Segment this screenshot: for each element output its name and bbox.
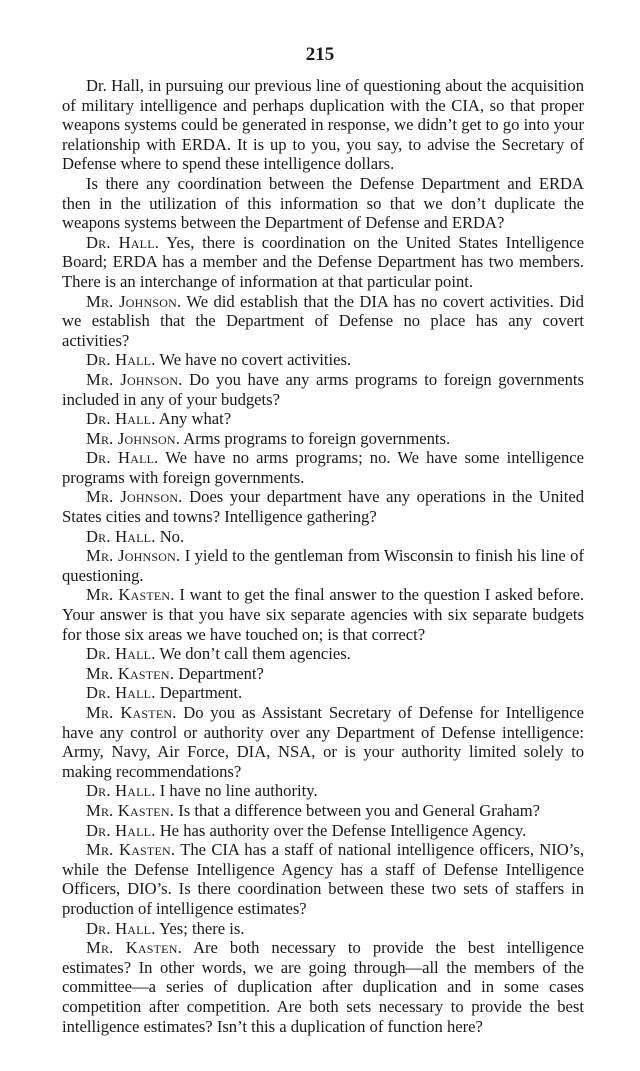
speaker-name: Mr. Johnson. (86, 369, 183, 389)
transcript-paragraph (62, 292, 584, 351)
transcript-paragraph (62, 370, 584, 409)
paragraph-text: I have no line authority. (155, 781, 318, 801)
paragraph-text: We did establish that the DIA has no covert activities. Did we establish that the Department of Defense no place has any covert activities? (62, 291, 584, 350)
paragraph-text: I want to get the final answer to the question I asked before. Your answer is that you have six separate agencies with six separate budgets for those six areas we have touched on; is that correct? (62, 585, 584, 644)
transcript-paragraph (62, 585, 584, 644)
paragraph-text: Do you have any arms programs to foreign governments included in any of your budgets? (62, 369, 584, 409)
speaker-name: Mr. Kasten. (86, 800, 175, 820)
speaker-name: Dr. Hall. (86, 526, 156, 546)
transcript-paragraph (62, 527, 584, 547)
speaker-name: Dr. Hall. (86, 409, 156, 429)
transcript-paragraph (62, 429, 584, 449)
speaker-name: Mr. Johnson. (86, 546, 181, 566)
transcript-paragraph (62, 703, 584, 781)
paragraph-text: I yield to the gentleman from Wisconsin to finish his line of questioning. (62, 546, 584, 585)
transcript-paragraph (62, 919, 584, 939)
paragraph-text: Dr. Hall, in pursuing our previous line of questioning about the acquisition of military intelligence and perhaps duplication with the CIA, so that proper weapons systems could be generated in response, we didn’t get to go into your relationship with ERDA. It is up to you, you say, to advise the Secretary of Defense where to spend these intelligence dollars. (62, 76, 584, 174)
transcript-paragraph (62, 644, 584, 664)
paragraph-text: Any what? (155, 409, 232, 429)
speaker-name: Dr. Hall. (86, 350, 156, 370)
transcript-paragraph (62, 840, 584, 918)
paragraph-text: Yes; there is. (155, 918, 245, 938)
speaker-name: Mr. Kasten. (86, 663, 175, 683)
speaker-name: Mr. Kasten. (86, 840, 176, 860)
transcript-paragraph (62, 781, 584, 801)
paragraph-text: Do you as Assistant Secretary of Defense for Intelligence have any control or authority over any Department of Defense intelligence: Army, Navy, Air Force, DIA, NSA, or is your authority limited solely to making recommendations? (62, 703, 584, 781)
paragraph-text: We have no arms programs; no. We have some intelligence programs with foreign governments. (62, 448, 585, 487)
paragraph-text: Department. (155, 683, 243, 703)
speaker-name: Mr. Johnson. (86, 428, 181, 448)
transcript-paragraph (62, 683, 584, 703)
transcript-paragraph (62, 174, 584, 233)
transcript-paragraph (62, 487, 584, 526)
paragraph-text: Yes, there is coordination on the United States Intelligence Board; ERDA has a member and the Defense Department has two members. There is an interchange of information at that particular point. (62, 232, 584, 291)
speaker-name: Dr. Hall. (86, 781, 156, 801)
page-number: 215 (305, 44, 335, 65)
transcript-paragraph (62, 801, 584, 821)
speaker-name: Mr. Kasten. (86, 703, 177, 722)
speaker-name: Dr. Hall. (86, 820, 156, 840)
speaker-name: Mr. Johnson. (86, 487, 183, 507)
paragraph-text: We don’t call them agencies. (155, 644, 351, 664)
paragraph-text: Is there any coordination between the Defense Department and ERDA then in the utilization of this information so that we don’t duplicate the weapons systems between the Department of Defense and ERDA? (62, 173, 584, 233)
speaker-name: Dr. Hall. (86, 644, 156, 664)
transcript-paragraph (62, 821, 584, 841)
hearing-transcript (62, 76, 584, 1036)
transcript-paragraph (62, 546, 584, 585)
transcript-paragraph (62, 409, 584, 429)
paragraph-text: Department? (174, 663, 264, 683)
transcript-paragraph (62, 233, 584, 292)
speaker-name: Dr. Hall. (86, 448, 159, 468)
paragraph-text: Is that a difference between you and General Graham? (174, 800, 541, 820)
paragraph-text: No. (155, 526, 185, 546)
paragraph-text: Are both necessary to provide the best intelligence estimates? In other words, we are going through—all the members of the committee—a series of duplication after duplication and in some cases competition after competition. Are both sets necessary to provide the best intelligence estimates? Isn’t this a duplication of function here? (62, 938, 584, 1036)
paragraph-text: We have no covert activities. (155, 350, 352, 370)
transcript-paragraph (62, 350, 584, 370)
transcript-paragraph (62, 448, 584, 487)
speaker-name: Dr. Hall. (86, 232, 160, 252)
transcript-paragraph (62, 938, 584, 1036)
speaker-name: Dr. Hall. (86, 918, 156, 938)
speaker-name: Mr. Kasten. (86, 585, 175, 605)
transcript-paragraph (62, 76, 584, 174)
speaker-name: Mr. Kasten. (86, 938, 182, 958)
paragraph-text: Arms programs to foreign governments. (180, 428, 451, 448)
speaker-name: Mr. Johnson. (86, 291, 182, 311)
paragraph-text: The CIA has a staff of national intelligence officers, NIO’s, while the Defense Intelligence Agency has a staff of Defense Intelligence Officers, DIO’s. Is there coordination between these two sets of staffers in production of intelligence estimates? (62, 840, 584, 918)
paragraph-text: Does your department have any operations in the United States cities and towns? Intelligence gathering? (62, 487, 584, 527)
speaker-name: Dr. Hall. (86, 683, 156, 703)
paragraph-text: He has authority over the Defense Intelligence Agency. (155, 820, 527, 840)
transcript-paragraph (62, 664, 584, 684)
